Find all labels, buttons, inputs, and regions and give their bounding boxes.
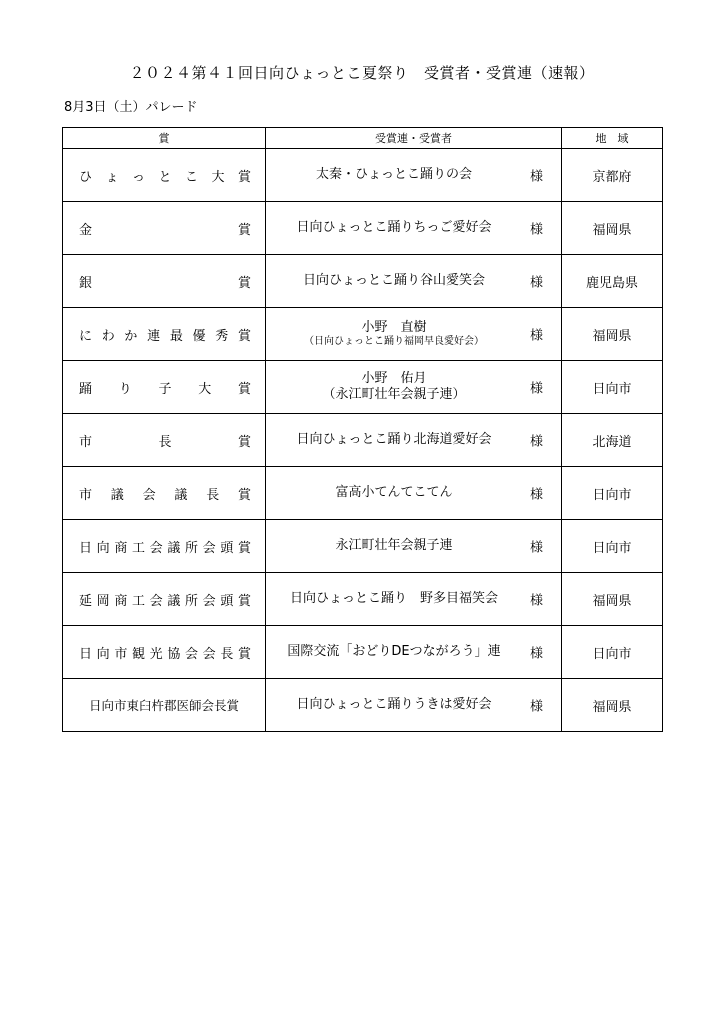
table-row (63, 308, 663, 361)
recipient-cell (266, 255, 562, 308)
table-row (63, 414, 663, 467)
table-row (63, 573, 663, 626)
table-row (63, 149, 663, 202)
recipient-name-text: 日向ひょっとこ踊りうきは愛好会 (296, 697, 492, 712)
honorific-sama: 様 (529, 540, 543, 556)
page-title: ２０２４第４１回日向ひょっとこ夏祭り 受賞者・受賞連（速報） (129, 64, 595, 82)
region-cell: 日向市 (562, 467, 663, 520)
recipient-cell (266, 149, 562, 202)
award-name-cell: 日向市東臼杵郡医師会長賞 (63, 679, 266, 732)
recipient-name (266, 697, 522, 713)
region-cell: 福岡県 (562, 308, 663, 361)
table-row (63, 626, 663, 679)
award-name-cell: 日向市観光協会会長賞 (63, 626, 266, 679)
award-name-cell: 延岡商工会議所会頭賞 (63, 573, 266, 626)
recipient-cell (266, 467, 562, 520)
table-row (63, 361, 663, 414)
recipient-name (266, 485, 522, 501)
recipient-name-text: 日向ひょっとこ踊り北海道愛好会 (296, 432, 492, 447)
award-name-cell: 市議会議長賞 (63, 467, 266, 520)
table-row (63, 520, 663, 573)
award-name-cell: にわか連最優秀賞 (63, 308, 266, 361)
award-name-cell: 金賞 (63, 202, 266, 255)
recipient-cell (266, 361, 562, 414)
recipient-name-text: 日向ひょっとこ踊り谷山愛笑会 (302, 273, 485, 288)
header-region: 地 域 (562, 128, 663, 149)
region-cell: 福岡県 (562, 202, 663, 255)
region-cell: 北海道 (562, 414, 663, 467)
recipient-name (266, 167, 522, 183)
honorific-sama: 様 (529, 275, 543, 291)
recipient-name (266, 320, 522, 348)
awards-table (62, 127, 663, 732)
recipient-cell (266, 414, 562, 467)
award-name-cell: 日向商工会議所会頭賞 (63, 520, 266, 573)
award-name-cell: 市長賞 (63, 414, 266, 467)
region-cell: 京都府 (562, 149, 663, 202)
table-row (63, 255, 663, 308)
award-name-cell: 踊り子大賞 (63, 361, 266, 414)
recipient-name-text: 国際交流「おどりDEつながろう」連 (287, 644, 501, 659)
recipient-name (266, 273, 522, 289)
honorific-sama: 様 (529, 487, 543, 503)
table-row (63, 202, 663, 255)
region-cell: 日向市 (562, 361, 663, 414)
region-cell: 日向市 (562, 626, 663, 679)
honorific-sama: 様 (529, 699, 543, 715)
recipient-name-text: 富高小てんてこてん (335, 485, 453, 500)
recipient-cell (266, 520, 562, 573)
recipient-name-text: 小野 佑月 (361, 371, 427, 386)
recipient-cell (266, 679, 562, 732)
award-name-cell: ひょっとこ大賞 (63, 149, 266, 202)
recipient-name-text: 永江町壮年会親子連 (335, 538, 453, 553)
recipient-name-text: 日向ひょっとこ踊りちっご愛好会 (296, 220, 492, 235)
region-cell: 福岡県 (562, 679, 663, 732)
honorific-sama: 様 (529, 593, 543, 609)
region-cell: 福岡県 (562, 573, 663, 626)
honorific-sama: 様 (529, 646, 543, 662)
honorific-sama: 様 (529, 381, 543, 397)
recipient-name (266, 371, 522, 403)
table-header-row (63, 128, 663, 149)
region-cell: 日向市 (562, 520, 663, 573)
recipient-name (266, 644, 522, 660)
honorific-sama: 様 (529, 169, 543, 185)
event-date-subtitle: 8月3日（土）パレード (64, 100, 198, 115)
header-recipient: 受賞連・受賞者 (266, 128, 562, 149)
region-cell: 鹿児島県 (562, 255, 663, 308)
award-name-cell: 銀賞 (63, 255, 266, 308)
recipient-cell (266, 202, 562, 255)
recipient-cell (266, 626, 562, 679)
recipient-name-text: 日向ひょっとこ踊り 野多目福笑会 (289, 591, 498, 606)
honorific-sama: 様 (529, 222, 543, 238)
table-row (63, 467, 663, 520)
header-award: 賞 (63, 128, 266, 149)
recipient-affiliation: （永江町壮年会親子連） (322, 387, 466, 402)
recipient-affiliation: （日向ひょっとこ踊り福岡早良愛好会） (304, 336, 484, 347)
table-row (63, 679, 663, 732)
recipient-name-text: 太秦・ひょっとこ踊りの会 (315, 167, 472, 182)
recipient-name (266, 432, 522, 448)
honorific-sama: 様 (529, 328, 543, 344)
recipient-name (266, 220, 522, 236)
recipient-name-text: 小野 直樹 (361, 320, 427, 335)
recipient-cell (266, 308, 562, 361)
recipient-name (266, 591, 522, 607)
honorific-sama: 様 (529, 434, 543, 450)
recipient-name (266, 538, 522, 554)
recipient-cell (266, 573, 562, 626)
